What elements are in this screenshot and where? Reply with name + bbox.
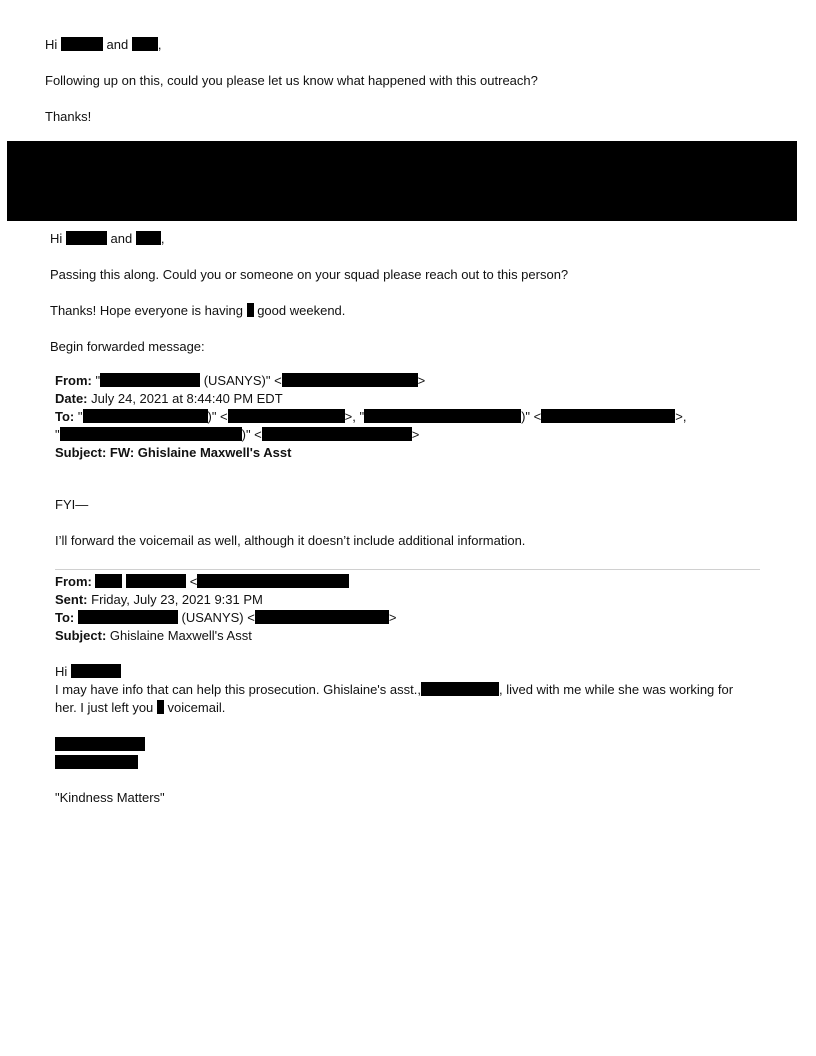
redaction bbox=[228, 409, 345, 423]
greeting-hi: Hi bbox=[55, 664, 68, 679]
forward-subject-line bbox=[55, 445, 291, 461]
separator: )" < bbox=[241, 427, 262, 442]
redaction bbox=[126, 574, 186, 588]
from-org: (USANYS)" < bbox=[203, 373, 282, 388]
redaction bbox=[364, 409, 521, 423]
sent-value: Friday, July 23, 2021 9:31 PM bbox=[91, 592, 263, 607]
original-body-line-2 bbox=[55, 700, 225, 716]
email-closing: Thanks! bbox=[45, 109, 92, 124]
email-body: Following up on this, could you please let us know what happened with this outreach? bbox=[45, 73, 538, 88]
signature-redaction bbox=[55, 737, 145, 751]
redaction bbox=[197, 574, 349, 588]
quote: " bbox=[55, 427, 60, 442]
forward-to-line-2 bbox=[55, 427, 419, 443]
redaction bbox=[100, 373, 200, 387]
separator: )" < bbox=[207, 409, 228, 424]
voicemail-note: I’ll forward the voicemail as well, although it doesn’t include additional information. bbox=[55, 533, 526, 548]
redaction bbox=[66, 231, 107, 245]
from-label: From: bbox=[55, 574, 92, 589]
redaction bbox=[541, 409, 675, 423]
greeting-hi: Hi bbox=[45, 37, 58, 52]
original-greeting bbox=[55, 664, 121, 680]
bracket: > bbox=[411, 427, 420, 442]
greeting-comma: , bbox=[160, 231, 165, 246]
body-text: , lived with me while she was working for bbox=[498, 682, 734, 697]
to-label: To: bbox=[55, 610, 75, 625]
signature-redaction bbox=[55, 755, 138, 769]
original-body-line-1 bbox=[55, 682, 733, 698]
redaction bbox=[71, 664, 121, 678]
to-label: To: bbox=[55, 409, 75, 424]
divider bbox=[55, 569, 760, 570]
quote: " bbox=[77, 409, 83, 424]
separator: >, " bbox=[344, 409, 365, 424]
redaction bbox=[262, 427, 412, 441]
original-to-line bbox=[55, 610, 396, 626]
body-text: I may have info that can help this prosecution. Ghislaine's asst., bbox=[55, 682, 421, 697]
original-from-line bbox=[55, 574, 349, 590]
forward-to-line bbox=[55, 409, 686, 425]
redaction bbox=[61, 37, 103, 51]
forward-intro: Begin forwarded message: bbox=[50, 339, 205, 354]
redaction-block bbox=[7, 141, 797, 221]
bracket: > bbox=[417, 373, 426, 388]
bracket: > bbox=[388, 610, 397, 625]
date-value: July 24, 2021 at 8:44:40 PM EDT bbox=[91, 391, 283, 406]
sent-label: Sent: bbox=[55, 592, 88, 607]
redaction bbox=[136, 231, 161, 245]
thanks-text: Thanks! Hope everyone is having bbox=[50, 303, 243, 318]
greeting-hi: Hi bbox=[50, 231, 63, 246]
redaction bbox=[157, 700, 164, 714]
redaction bbox=[83, 409, 208, 423]
subject-label: Subject: bbox=[55, 628, 107, 643]
body-text: voicemail. bbox=[167, 700, 226, 715]
thanks-text: good weekend. bbox=[257, 303, 346, 318]
redaction bbox=[282, 373, 418, 387]
subject-value: Ghislaine Maxwell's Asst bbox=[109, 628, 252, 643]
redaction bbox=[132, 37, 158, 51]
greeting-and: and bbox=[110, 231, 133, 246]
signoff-quote: "Kindness Matters" bbox=[55, 790, 165, 805]
fyi-text: FYI— bbox=[55, 497, 89, 512]
redaction bbox=[78, 610, 178, 624]
original-subject-line bbox=[55, 628, 252, 644]
to-org: (USANYS) < bbox=[181, 610, 255, 625]
subject-label: Subject: FW: Ghislaine Maxwell's Asst bbox=[55, 445, 292, 460]
redaction bbox=[421, 682, 499, 696]
redaction bbox=[255, 610, 389, 624]
forward-date-line bbox=[55, 391, 283, 407]
thanks-line bbox=[50, 303, 345, 319]
redaction bbox=[247, 303, 254, 317]
date-label: Date: bbox=[55, 391, 88, 406]
quote: " bbox=[95, 373, 101, 388]
forward-from-line bbox=[55, 373, 425, 389]
email-body: Passing this along. Could you or someone on your squad please reach out to this person? bbox=[50, 267, 569, 282]
from-label: From: bbox=[55, 373, 92, 388]
separator: )" < bbox=[521, 409, 542, 424]
original-sent-line bbox=[55, 592, 263, 608]
body-text: her. I just left you bbox=[55, 700, 154, 715]
redaction bbox=[60, 427, 242, 441]
bracket: < bbox=[189, 574, 198, 589]
greeting-line bbox=[50, 231, 164, 247]
redaction bbox=[95, 574, 122, 588]
greeting-line bbox=[45, 37, 161, 53]
separator: >, bbox=[675, 409, 687, 424]
greeting-comma: , bbox=[157, 37, 162, 52]
greeting-and: and bbox=[106, 37, 129, 52]
